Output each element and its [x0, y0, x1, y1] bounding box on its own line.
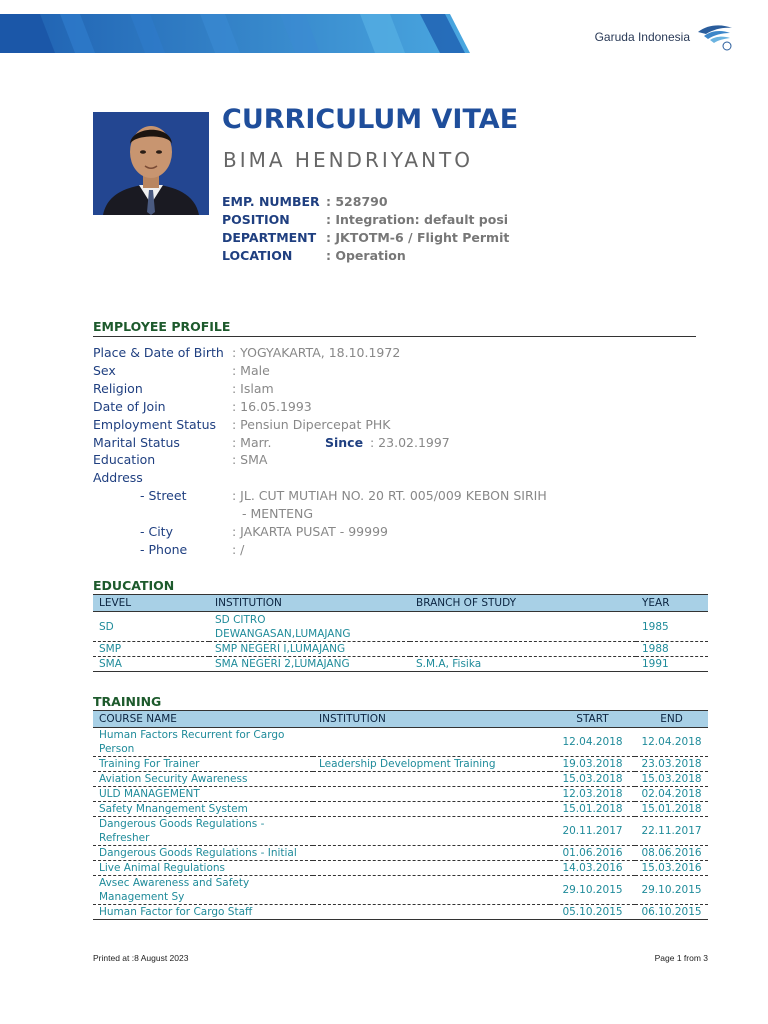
end-cell: 15.03.2016	[635, 861, 708, 876]
profile-label: Sex	[93, 362, 116, 378]
training-header-row	[93, 711, 708, 728]
employee-profile	[93, 344, 547, 559]
profile-value: : 16.05.1993	[232, 398, 312, 414]
institution-cell	[313, 802, 550, 817]
institution-cell	[313, 876, 550, 905]
institution-cell: SMP NEGERI I,LUMAJANG	[209, 642, 410, 657]
marital-status-row	[93, 434, 547, 452]
end-cell: 08.06.2016	[635, 846, 708, 861]
city-label: - City	[140, 524, 173, 540]
address-row	[93, 469, 547, 487]
emp-number-label: EMP. NUMBER	[222, 194, 320, 209]
profile-label: Employment Status	[93, 416, 217, 432]
phone-value: : /	[232, 541, 245, 557]
since-label: Since	[325, 434, 364, 450]
education-table	[93, 594, 708, 672]
course-line: Person	[99, 743, 135, 755]
institution-cell	[313, 905, 550, 920]
employee-profile-heading: EMPLOYEE PROFILE	[93, 319, 231, 334]
course-cell	[93, 817, 313, 846]
employee-name: BIMA HENDRIYANTO	[223, 148, 474, 172]
street-row-continued	[93, 505, 547, 523]
level-cell: SD	[93, 612, 209, 642]
profile-value: : Islam	[232, 380, 274, 396]
end-cell: 15.03.2018	[635, 772, 708, 787]
end-cell: 02.04.2018	[635, 787, 708, 802]
end-cell: 29.10.2015	[635, 876, 708, 905]
profile-label: Religion	[93, 380, 143, 396]
institution-line: SD CITRO	[215, 613, 266, 626]
start-cell: 01.06.2016	[550, 846, 635, 861]
institution-line: DEWANGASAN,LUMAJANG	[215, 627, 351, 640]
phone-label: - Phone	[140, 541, 188, 557]
profile-value: : Pensiun Dipercepat PHK	[232, 416, 391, 432]
course-line: Management Sy	[99, 891, 185, 903]
department-value: : JKTOTM-6 / Flight Permit	[326, 230, 510, 245]
course-cell: Dangerous Goods Regulations - Initial	[93, 846, 313, 861]
table-row	[93, 861, 708, 876]
profile-value: : YOGYAKARTA, 18.10.1972	[232, 345, 401, 360]
table-row	[93, 905, 708, 920]
course-cell: Aviation Security Awareness	[93, 772, 313, 787]
profile-value: : Male	[232, 362, 270, 378]
table-row	[93, 772, 708, 787]
col-year: YEAR	[636, 595, 708, 612]
department-row	[222, 229, 509, 247]
person-portrait	[93, 112, 209, 215]
training-heading: TRAINING	[93, 694, 162, 709]
location-value: : Operation	[326, 248, 406, 263]
header-banner	[0, 0, 768, 56]
course-cell: Live Animal Regulations	[93, 861, 313, 876]
col-institution: INSTITUTION	[209, 595, 410, 612]
start-cell: 15.03.2018	[550, 772, 635, 787]
col-institution: INSTITUTION	[313, 711, 550, 728]
start-cell: 19.03.2018	[550, 757, 635, 772]
course-cell: Human Factor for Cargo Staff	[93, 905, 313, 920]
start-cell: 14.03.2016	[550, 861, 635, 876]
course-line: Human Factors Recurrent for Cargo	[99, 729, 285, 741]
garuda-logo	[595, 22, 734, 52]
city-value: : JAKARTA PUSAT - 99999	[232, 524, 388, 540]
branch-cell	[410, 612, 636, 642]
year-cell: 1988	[636, 642, 708, 657]
start-cell: 20.11.2017	[550, 817, 635, 846]
phone-row	[93, 541, 547, 559]
end-cell: 23.03.2018	[635, 757, 708, 772]
profile-label: Place & Date of Birth	[93, 345, 224, 360]
printed-at: Printed at :8 August 2023	[93, 953, 189, 963]
profile-row	[93, 416, 547, 434]
branch-cell	[410, 642, 636, 657]
table-row	[93, 876, 708, 905]
position-label: POSITION	[222, 212, 290, 227]
end-cell: 06.10.2015	[635, 905, 708, 920]
course-cell: Safety Mnangement System	[93, 802, 313, 817]
education-value: : SMA	[232, 452, 268, 468]
institution-cell	[313, 817, 550, 846]
col-branch: BRANCH OF STUDY	[410, 595, 636, 612]
table-row	[93, 802, 708, 817]
start-cell: 05.10.2015	[550, 905, 635, 920]
page-indicator: Page 1 from 3	[654, 953, 708, 963]
level-cell: SMP	[93, 642, 209, 657]
institution-cell	[313, 772, 550, 787]
course-cell: Training For Trainer	[93, 757, 313, 772]
year-cell: 1991	[636, 657, 708, 672]
table-row	[93, 817, 708, 846]
course-cell: ULD MANAGEMENT	[93, 787, 313, 802]
table-row	[93, 846, 708, 861]
education-label: Education	[93, 452, 156, 468]
position-value: : Integration: default posi	[326, 212, 509, 227]
institution-cell	[313, 787, 550, 802]
document-title: CURRICULUM VITAE	[222, 104, 519, 135]
institution-cell	[313, 846, 550, 861]
table-row	[93, 612, 708, 642]
start-cell: 12.04.2018	[550, 728, 635, 757]
education-row	[93, 451, 547, 469]
emp-number-row	[222, 193, 509, 211]
profile-row	[93, 344, 547, 362]
start-cell: 12.03.2018	[550, 787, 635, 802]
end-cell: 12.04.2018	[635, 728, 708, 757]
garuda-bird-icon	[696, 22, 734, 52]
institution-cell: Leadership Development Training	[313, 757, 550, 772]
course-line: Refresher	[99, 832, 150, 844]
marital-status-label: Marital Status	[93, 434, 180, 450]
table-row	[93, 728, 708, 757]
section-divider	[93, 336, 696, 337]
course-line: Dangerous Goods Regulations -	[99, 818, 265, 830]
location-label: LOCATION	[222, 248, 293, 263]
table-row	[93, 657, 708, 672]
institution-cell	[313, 728, 550, 757]
institution-cell	[313, 861, 550, 876]
marital-status-value: : Marr.	[232, 434, 272, 450]
education-heading: EDUCATION	[93, 578, 175, 593]
col-end: END	[635, 711, 708, 728]
institution-cell	[209, 612, 410, 642]
profile-row	[93, 362, 547, 380]
department-label: DEPARTMENT	[222, 230, 317, 245]
address-label: Address	[93, 470, 143, 486]
institution-cell: SMA NEGERI 2,LUMAJANG	[209, 657, 410, 672]
city-row	[93, 523, 547, 541]
course-line: Avsec Awareness and Safety	[99, 877, 250, 889]
location-row	[222, 247, 509, 265]
training-table	[93, 710, 708, 920]
brand-name: Garuda Indonesia	[594, 30, 690, 44]
level-cell: SMA	[93, 657, 209, 672]
col-level: LEVEL	[93, 595, 209, 612]
table-row	[93, 642, 708, 657]
profile-row	[93, 398, 547, 416]
year-cell: 1985	[636, 612, 708, 642]
start-cell: 29.10.2015	[550, 876, 635, 905]
col-course-name: COURSE NAME	[93, 711, 313, 728]
street-row	[93, 487, 547, 505]
emp-number-value: : 528790	[326, 194, 388, 209]
col-start: START	[550, 711, 635, 728]
profile-photo	[93, 112, 209, 215]
table-row	[93, 757, 708, 772]
street-value: : JL. CUT MUTIAH NO. 20 RT. 005/009 KEBON SIRIH	[232, 488, 547, 504]
street-label: - Street	[140, 488, 187, 504]
education-header-row	[93, 595, 708, 612]
course-cell	[93, 728, 313, 757]
profile-row	[93, 380, 547, 398]
course-cell	[93, 876, 313, 905]
since-value: : 23.02.1997	[370, 434, 450, 450]
branch-cell: S.M.A, Fisika	[410, 657, 636, 672]
start-cell: 15.01.2018	[550, 802, 635, 817]
street-value-continued: - MENTENG	[242, 506, 314, 522]
end-cell: 15.01.2018	[635, 802, 708, 817]
table-row	[93, 787, 708, 802]
end-cell: 22.11.2017	[635, 817, 708, 846]
profile-label: Date of Join	[93, 398, 166, 414]
employee-summary	[222, 193, 509, 265]
position-row	[222, 211, 509, 229]
